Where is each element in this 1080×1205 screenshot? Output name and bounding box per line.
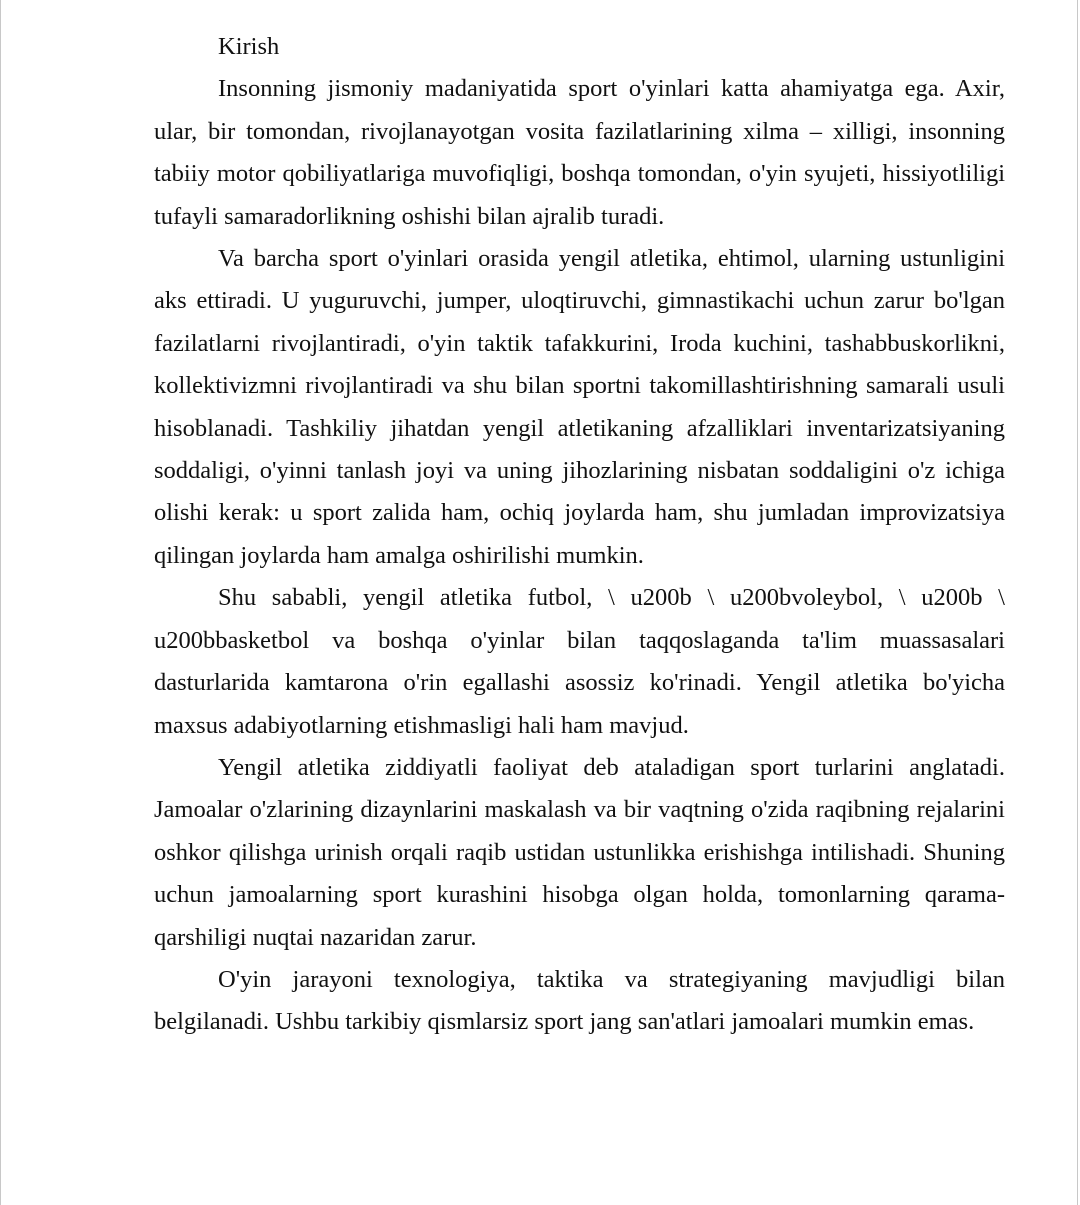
paragraph-3: Shu sababli, yengil atletika futbol, \ u200b \ u200bvoleybol, \ u200b \ u200bbasketbol va boshqa o'yinlar bilan taqqoslaganda ta'lim muassasalari dasturlarida kamtarona o'rin egallashi asossiz ko'rinadi. Yengil atletika bo'yicha maxsus adabiyotlarning etishmasligi hali ham mavjud.: [154, 584, 1005, 739]
paragraph-1: Insonning jismoniy madaniyatida sport o'yinlari katta ahamiyatga ega. Axir, ular, bir tomondan, rivojlanayotgan vosita fazilatlarining xilma – xilligi, insonning tabiiy motor qobiliyatlariga muvofiqligi, boshqa tomondan, o'yin syujeti, hissiyotliligi tufayli samaradorlikning oshishi bilan ajralib turadi.: [154, 75, 1005, 230]
paragraph-5: O'yin jarayoni texnologiya, taktika va strategiyaning mavjudligi bilan belgilanadi. Ushbu tarkibiy qismlarsiz sport jang san'atlari jamoalari mumkin emas.: [154, 965, 1005, 1036]
paragraph-2: Va barcha sport o'yinlari orasida yengil atletika, ehtimol, ularning ustunligini aks ettiradi. U yuguruvchi, jumper, uloqtiruvchi, gimnastikachi uchun zarur bo'lgan fazilatlarni rivojlantiradi, o'yin taktik tafakkurini, Iroda kuchini, tashabbuskorlikni, kollektivizmni rivojlantiradi va shu bilan sportni takomillashtirishning samarali usuli hisoblanadi. Tashkiliy jihatdan yengil atletikaning afzalliklari inventarizatsiyaning soddaligi, o'yinni tanlash joyi va uning jihozlarining nisbatan soddaligini o'z ichiga olishi kerak: u sport zalida ham, ochiq joylarda ham, shu jumladan improvizatsiya qilingan joylarda ham amalga oshirilishi mumkin.: [154, 245, 1005, 569]
section-heading: Kirish: [218, 33, 280, 60]
paragraph-4: Yengil atletika ziddiyatli faoliyat deb ataladigan sport turlarini anglatadi. Jamoalar o'zlarining dizaynlarini maskalash va bir vaqtning o'zida raqibning rejalarini oshkor qilishga urinish orqali raqib ustidan ustunlikka erishishga intilishadi. Shuning uchun jamoalarning sport kurashini hisobga olgan holda, tomonlarning qarama-qarshiligi nuqtai nazaridan zarur.: [154, 753, 1005, 951]
document-body: [154, 26, 1005, 1044]
